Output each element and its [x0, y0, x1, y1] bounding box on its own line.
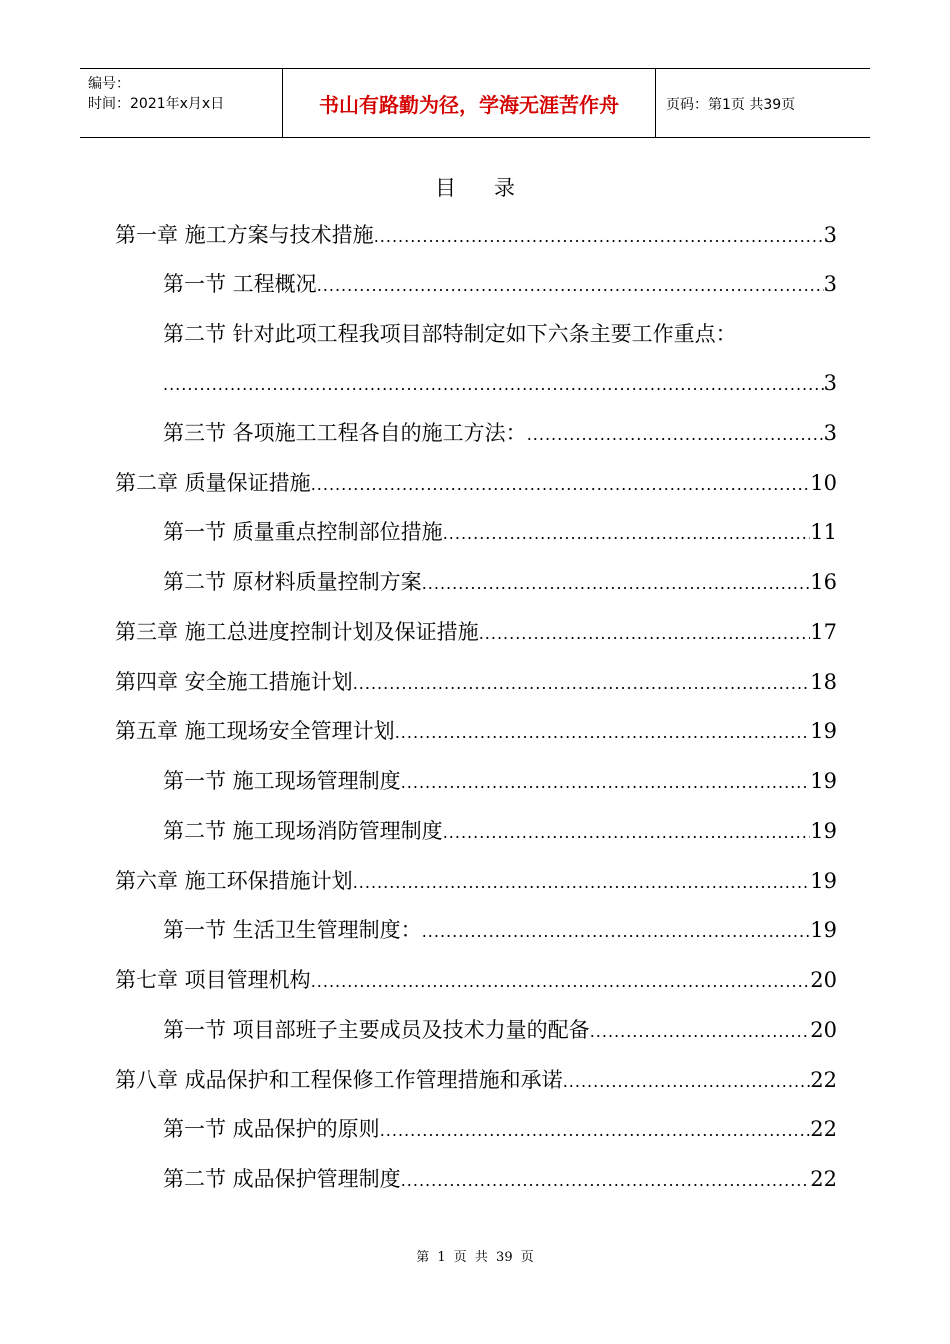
document-number-label: 编号：: [88, 76, 130, 92]
toc-entry-page: 22: [810, 1167, 837, 1191]
header-motto: 书山有路勤为径，学海无涯苦作舟: [319, 93, 619, 117]
toc-entry[interactable]: [115, 667, 837, 697]
toc-entry-label: 第三章 施工总进度控制计划及保证措施: [115, 620, 479, 644]
toc-entry-page: 3: [823, 272, 837, 296]
toc-entry-label: 第二节 施工现场消防管理制度: [163, 819, 443, 843]
toc-entry-label: 第二节 针对此项工程我项目部特制定如下六条主要工作重点：: [163, 322, 737, 346]
toc-entry-page: 3: [823, 223, 837, 247]
toc-leader-dots: [563, 1067, 811, 1095]
toc-entry[interactable]: [163, 816, 837, 846]
toc-entry-page: 11: [810, 520, 837, 544]
toc-entry-label: 第一节 工程概况: [163, 272, 317, 296]
toc-entry-page: 22: [810, 1117, 837, 1141]
toc-entry-label: 第一节 质量重点控制部位措施: [163, 520, 443, 544]
toc-entry[interactable]: [163, 766, 837, 796]
toc-entry[interactable]: [163, 517, 837, 547]
toc-leader-dots: [527, 420, 824, 448]
toc-entry-label: 第一节 项目部班子主要成员及技术力量的配备: [163, 1018, 590, 1042]
toc-leader-dots: [374, 222, 824, 250]
toc-leader-dots: [590, 1017, 811, 1045]
toc-entry-label: 第八章 成品保护和工程保修工作管理措施和承诺: [115, 1068, 563, 1092]
toc-entry-page: 3: [823, 371, 837, 395]
toc-leader-dots: [443, 818, 811, 846]
toc-leader-dots: [353, 868, 811, 896]
toc-entry-page: 19: [810, 719, 837, 743]
toc-leader-dots: [479, 619, 811, 647]
toc-entry[interactable]: [163, 1015, 837, 1045]
toc-entry[interactable]: [115, 468, 837, 498]
toc-entry[interactable]: [115, 716, 837, 746]
toc-entry[interactable]: [163, 418, 837, 448]
page-footer: 第 1 页 共 39 页: [416, 1250, 534, 1265]
toc-leader-dots: [317, 271, 824, 299]
toc-leader-dots: [311, 967, 811, 995]
toc-leader-dots: [443, 519, 811, 547]
toc-entry-page: 20: [810, 968, 837, 992]
toc-entry-label: 第四章 安全施工措施计划: [115, 670, 353, 694]
toc-entry-page: 10: [810, 471, 837, 495]
toc-entry[interactable]: [163, 1164, 837, 1194]
toc-entry-continuation[interactable]: [163, 368, 837, 398]
toc-entry[interactable]: [163, 269, 837, 299]
toc-entry-page: 18: [810, 670, 837, 694]
toc-entry-page: 19: [810, 918, 837, 942]
header-motto-cell: [283, 69, 656, 137]
toc-leader-dots: [163, 370, 824, 398]
toc-entry-page: 22: [810, 1068, 837, 1092]
toc-leader-dots: [422, 569, 811, 597]
toc-entry-page: 19: [810, 769, 837, 793]
toc-entry[interactable]: [115, 866, 837, 896]
header-page-cell: [656, 69, 870, 137]
toc-entry-label: 第一节 成品保护的原则: [163, 1117, 380, 1141]
toc-entry-label: 第三节 各项施工工程各自的施工方法：: [163, 421, 527, 445]
toc-entry-page: 17: [810, 620, 837, 644]
toc-leader-dots: [380, 1116, 811, 1144]
toc-entry[interactable]: [115, 220, 837, 250]
header-page-info: 页码：第1页 共39页: [666, 97, 796, 113]
page-header: [80, 68, 870, 138]
toc-entry[interactable]: [115, 1065, 837, 1095]
toc-title: 目录: [435, 176, 553, 200]
toc-entry-page: 3: [823, 421, 837, 445]
header-info-cell: [80, 69, 283, 137]
toc-entry[interactable]: [163, 567, 837, 597]
toc-leader-dots: [401, 768, 811, 796]
toc-entry-label: 第七章 项目管理机构: [115, 968, 311, 992]
toc-entry-label: 第二节 原材料质量控制方案: [163, 570, 422, 594]
toc-leader-dots: [353, 669, 811, 697]
toc-entry-page: 19: [810, 869, 837, 893]
toc-entry-page: 16: [810, 570, 837, 594]
toc-leader-dots: [401, 1166, 811, 1194]
toc-entry-label: 第一章 施工方案与技术措施: [115, 223, 374, 247]
document-time-label: 时间：2021年x月x日: [88, 96, 225, 112]
toc-entry-label: 第一节 施工现场管理制度: [163, 769, 401, 793]
toc-entry-label: 第二章 质量保证措施: [115, 471, 311, 495]
toc-entry-label: 第六章 施工环保措施计划: [115, 869, 353, 893]
toc-entry-page: 20: [810, 1018, 837, 1042]
toc-entry[interactable]: [115, 617, 837, 647]
toc-entry[interactable]: [163, 1114, 837, 1144]
toc-entry[interactable]: [163, 319, 837, 349]
toc-entry-page: 19: [810, 819, 837, 843]
toc-entry-label: 第五章 施工现场安全管理计划: [115, 719, 395, 743]
toc-leader-dots: [311, 470, 811, 498]
toc-leader-dots: [395, 718, 811, 746]
toc-entry-label: 第二节 成品保护管理制度: [163, 1167, 401, 1191]
toc-leader-dots: [422, 917, 811, 945]
toc-entry-label: 第一节 生活卫生管理制度：: [163, 918, 422, 942]
toc-entry[interactable]: [115, 965, 837, 995]
toc-entry[interactable]: [163, 915, 837, 945]
